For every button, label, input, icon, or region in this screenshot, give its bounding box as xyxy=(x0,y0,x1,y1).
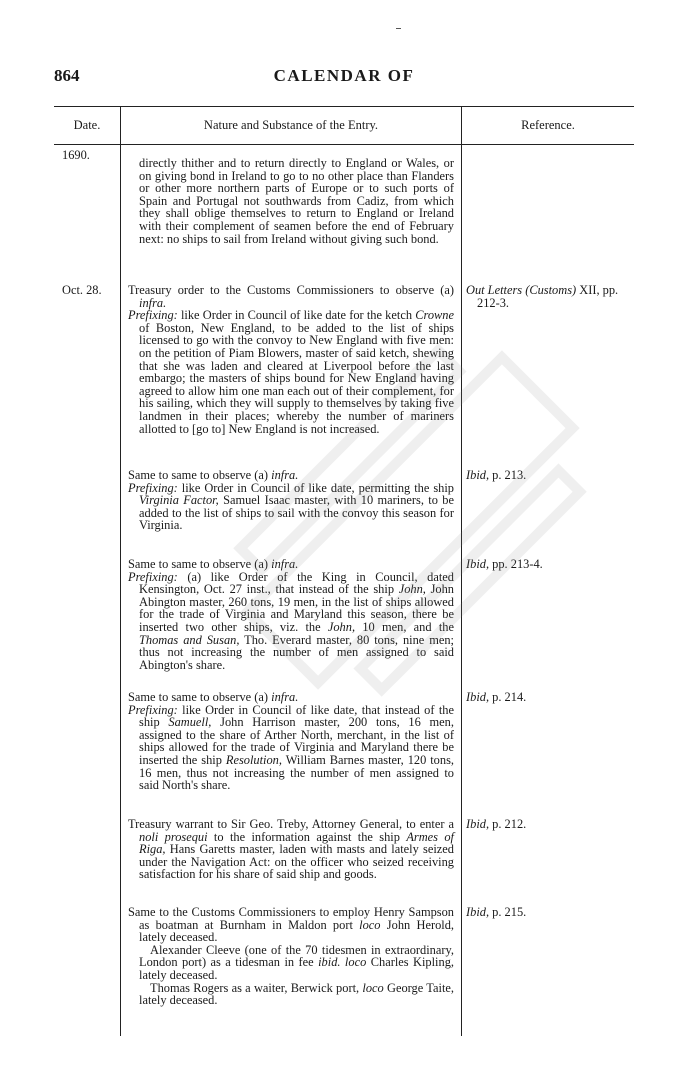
entry-paragraph-text: (a) like Order of the King in Council, dated Kensington, Oct. 27 inst., that instead of the ship xyxy=(139,569,454,597)
entry-paragraph-text: Same to the Customs Commissioners to employ Henry Sampson as boatman at Burnham in Maldon port xyxy=(128,905,454,932)
reference-text xyxy=(466,558,632,571)
entry-paragraph-text: Treasury warrant to Sir Geo. Treby, Attorney General, to enter a xyxy=(128,817,454,831)
reference-run: p. 214. xyxy=(489,690,527,704)
entry-text xyxy=(128,284,454,435)
entry-paragraph xyxy=(128,704,454,792)
reference-run: p. 212. xyxy=(489,817,527,831)
entry-date: 1690. xyxy=(62,148,90,162)
column-header-nature: Nature and Substance of the Entry. xyxy=(203,118,379,132)
italic-text: infra. xyxy=(271,690,299,704)
italic-text: Prefixing: xyxy=(128,480,178,495)
entry-reference xyxy=(466,469,632,482)
entry-text xyxy=(128,818,454,881)
entry-reference xyxy=(466,818,632,831)
entry-paragraph xyxy=(128,982,454,1007)
italic-text: Ibid, xyxy=(466,468,490,482)
column-header-reference: Reference. xyxy=(521,118,575,132)
italic-text: Prefixing: xyxy=(128,308,178,323)
top-mark xyxy=(396,28,401,29)
italic-text: Out Letters (Customs) xyxy=(466,283,577,297)
entry-reference xyxy=(466,906,632,919)
entry-paragraph-text: Same to same to observe (a) xyxy=(128,690,272,704)
reference-text xyxy=(466,691,632,704)
entry-paragraph-text: like Order in Council of like date for the ketch xyxy=(177,308,416,323)
reference-run: XII, pp. 212-3. xyxy=(477,283,619,310)
reference-run: p. 213. xyxy=(489,468,527,482)
entry-paragraph-text: Samuel Isaac master, with 10 mariners, to be added to the list of ships to sail with the convoy this season for Virginia. xyxy=(139,493,454,533)
italic-text: Thomas and Susan, xyxy=(139,632,240,647)
italic-text: infra. xyxy=(271,468,299,482)
italic-text: Prefixing: xyxy=(128,702,178,717)
entry-paragraph-text: Thomas Rogers as a waiter, Berwick port, xyxy=(150,980,363,995)
entry-paragraph xyxy=(128,818,454,881)
italic-text: Ibid, xyxy=(466,690,490,704)
entry-paragraph-text: Tho. Everard master, 80 tons, nine men; thus not increasing the number of men assigned to said Abington's share. xyxy=(139,632,454,672)
reference-text xyxy=(466,906,632,919)
italic-text: Ibid, xyxy=(466,557,490,571)
entry-paragraph-text: Charles Kipling, lately deceased. xyxy=(139,955,454,982)
entry-paragraph-text: like Order in Council of like date, permitting the ship xyxy=(177,480,454,495)
italic-text: Prefixing: xyxy=(128,569,178,584)
page-header xyxy=(54,66,634,90)
entry-paragraph-text: John Herold, lately deceased. xyxy=(139,917,454,945)
italic-text: infra. xyxy=(139,295,167,310)
entry-paragraph xyxy=(128,944,454,982)
italic-text: loco xyxy=(362,980,384,995)
entry-paragraph-text: William Barnes master, 120 tons, 16 men, thus not increasing the number of men assigned to said North's share. xyxy=(139,752,454,793)
italic-text: Virginia Factor, xyxy=(139,493,219,508)
table-header-rule xyxy=(54,144,634,145)
entry-paragraph-text: Alexander Cleeve (one of the 70 tidesmen in extraordinary, London port) as a tidesman in fee xyxy=(139,942,454,970)
entry-text xyxy=(128,691,454,792)
entry-paragraph-text: Treasury order to the Customs Commissioners to observe (a) xyxy=(128,283,454,297)
italic-text: Samuell, xyxy=(168,715,212,730)
entry-paragraph xyxy=(128,906,454,944)
entry-paragraph-text: directly thither and to return directly to England or Wales, or on giving bond in Ireland to go to no other place than Flanders or other more northern parts of Europe or to such ports of Spain and Portugal not southwards from Cadiz, from which they shall oblige themselves to return to England or Ireland with their complement of seamen before the end of February next: no ships to sail from Ireland without giving such bond. xyxy=(139,156,454,246)
entry-paragraph-text: Same to same to observe (a) xyxy=(128,557,272,571)
column-divider-reference xyxy=(461,106,462,1036)
italic-text: Ibid, xyxy=(466,905,490,919)
entry-paragraph xyxy=(128,284,454,309)
entry-paragraph-text: John Harrison master, 200 tons, 16 men, assigned to the share of Arther North, merchant, in the list of ships allowed for the trade of Virginia and Maryland there be inserted the ship xyxy=(139,715,454,767)
entry-date: Oct. 28. xyxy=(62,283,102,297)
column-divider-date xyxy=(120,106,121,1036)
table-top-rule xyxy=(54,106,634,107)
entry-paragraph-text: George Taite, lately deceased. xyxy=(139,980,454,1008)
entry-paragraph-text: of Boston, New England, to be added to the list of ships licensed to go with the convoy to New England with five men: on the petition of Piam Blowers, master of said ketch, shewing that she was laden and cleared at Liverpool before the last embargo; the masters of ships bound for New England having agreed to allow him one man each out of their complement, for his sailing, which they will supply to themselves by taking five landmen in their places; whereby the number of mariners allotted to [go to] New England is not increased. xyxy=(139,320,454,436)
running-title: CALENDAR OF xyxy=(273,66,415,85)
reference-text xyxy=(466,469,632,482)
entry-paragraph-text: John Abington master, 260 tons, 19 men, in the list of ships allowed for the trade of Virginia and Maryland this season, there be inserted two other ships, viz. the xyxy=(139,582,455,634)
entry-paragraph xyxy=(128,571,454,672)
entry-paragraph-text: 10 men, and the xyxy=(355,619,454,634)
italic-text: ibid. loco xyxy=(318,955,367,970)
entry-paragraph-text: Same to same to observe (a) xyxy=(128,468,272,482)
italic-text: noli prosequi xyxy=(139,829,208,844)
entry-paragraph-text: like Order in Council of like date, that instead of the ship xyxy=(139,702,454,730)
entry-reference xyxy=(466,558,632,571)
italic-text: John, xyxy=(327,619,356,634)
reference-text xyxy=(466,284,632,309)
italic-text: Resolution, xyxy=(225,752,282,767)
entry-paragraph xyxy=(128,309,454,435)
entry-paragraph xyxy=(128,482,454,532)
column-header-date: Date. xyxy=(73,118,101,132)
italic-text: infra. xyxy=(271,557,299,571)
reference-run: pp. 213-4. xyxy=(489,557,543,571)
entry-text xyxy=(128,469,454,532)
page-number: 864 xyxy=(54,66,80,85)
entry-text xyxy=(128,157,454,245)
entry-reference xyxy=(466,691,632,704)
entry-paragraph-text: to the information against the ship xyxy=(207,829,407,844)
reference-text xyxy=(466,818,632,831)
entry-paragraph-text: Hans Garetts master, laden with masts and lately seized under the Navigation Act: on the officer who seized receiving satisfaction for his share of said ship and goods. xyxy=(139,842,454,882)
entry-reference xyxy=(466,284,632,309)
entry-text xyxy=(128,558,454,671)
italic-text: Crowne xyxy=(415,308,454,323)
italic-text: loco xyxy=(359,917,381,932)
italic-text: Ibid, xyxy=(466,817,490,831)
italic-text: Armes of Riga, xyxy=(139,829,454,857)
reference-run: p. 215. xyxy=(489,905,527,919)
italic-text: John, xyxy=(398,582,426,597)
entry-paragraph xyxy=(128,157,454,245)
entry-text xyxy=(128,906,454,1007)
